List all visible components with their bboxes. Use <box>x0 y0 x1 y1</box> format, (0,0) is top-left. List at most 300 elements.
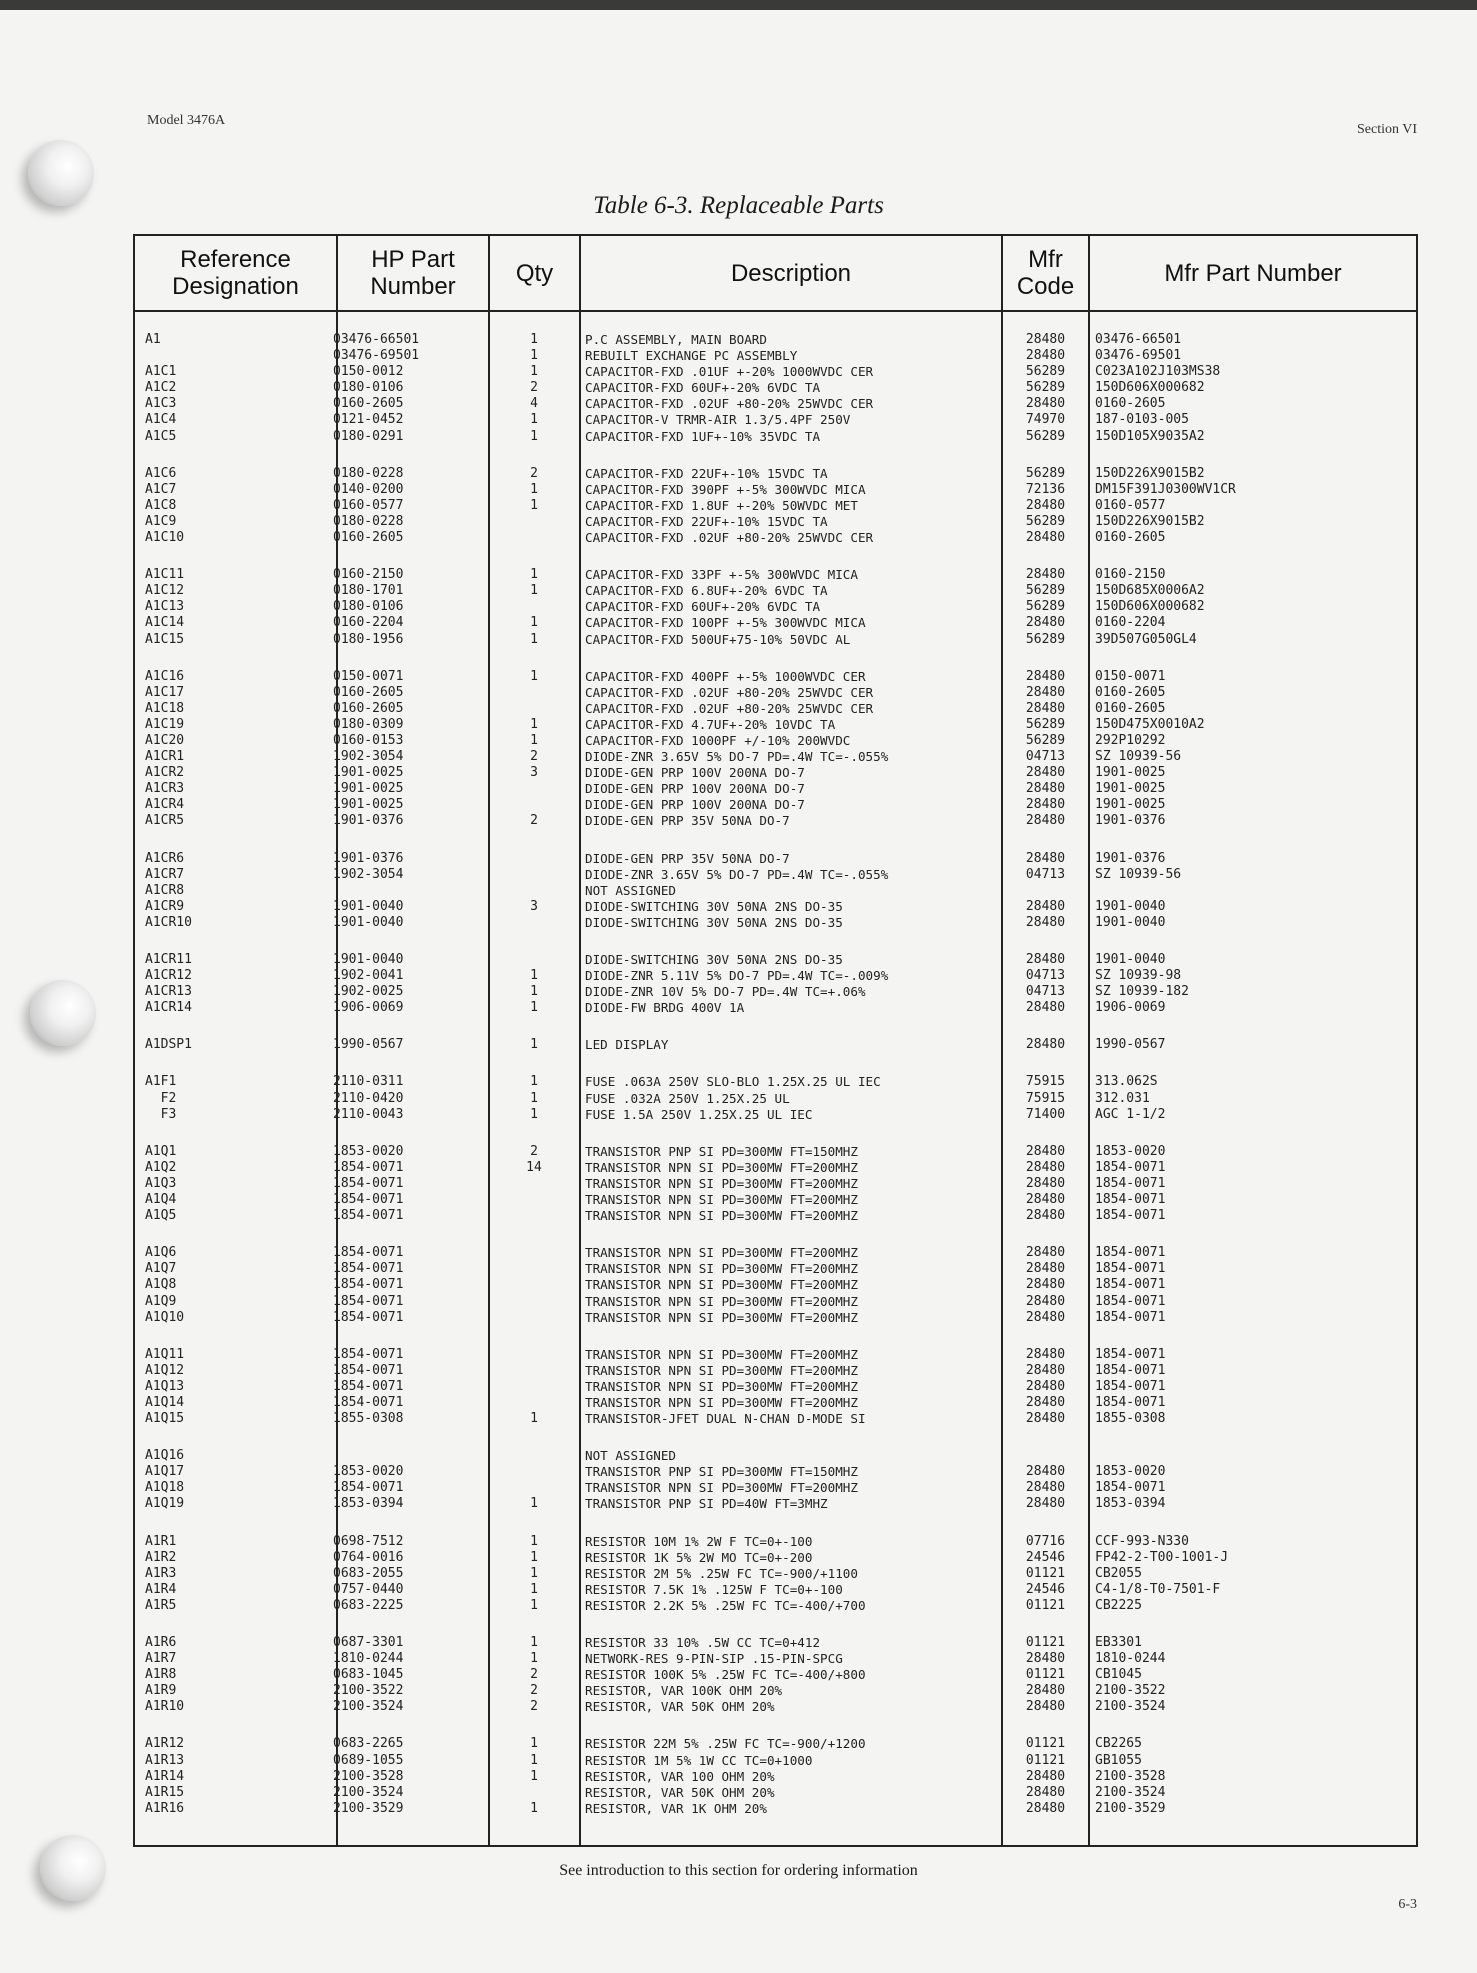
mfr-code: 56289 <box>1025 465 1066 481</box>
header-hp-part-number <box>338 236 488 310</box>
hp-part-number: 1901-0040 <box>333 914 404 930</box>
description: CAPACITOR-FXD 60UF+-20% 6VDC TA <box>585 599 821 615</box>
hp-part-number: 0180-0291 <box>333 428 404 444</box>
mfr-code: 28480 <box>1025 1496 1066 1512</box>
mfr-part-number: 1853-0020 <box>1095 1464 1166 1480</box>
table-row <box>135 498 1416 514</box>
reference-designation: A1Q15 <box>145 1411 185 1427</box>
reference-designation: F3 <box>145 1106 177 1122</box>
table-row <box>135 332 1416 348</box>
hp-part-number: 1902-0025 <box>333 984 404 1000</box>
description: DIODE-ZNR 3.65V 5% DO-7 PD=.4W TC=-.055% <box>585 749 889 765</box>
reference-designation: A1 <box>145 332 161 347</box>
description: RESISTOR 10M 1% 2W F TC=0+-100 <box>585 1533 813 1549</box>
mfr-code: 28480 <box>1025 497 1066 513</box>
table-row <box>135 1379 1416 1395</box>
hp-part-number: 0160-2605 <box>333 396 404 412</box>
hp-part-number: 0689-1055 <box>333 1752 404 1768</box>
description: DIODE-SWITCHING 30V 50NA 2NS DO-35 <box>585 898 843 914</box>
hp-part-number: 0180-0228 <box>333 513 404 529</box>
description: TRANSISTOR NPN SI PD=300MW FT=200MHZ <box>585 1293 858 1309</box>
mfr-part-number: 1901-0040 <box>1095 898 1166 914</box>
reference-designation: A1R7 <box>145 1651 177 1667</box>
table-row <box>135 899 1416 915</box>
quantity: 1 <box>530 1597 538 1613</box>
reference-designation: A1DSP1 <box>145 1037 192 1053</box>
hp-part-number: 0160-2204 <box>333 615 404 631</box>
description: TRANSISTOR NPN SI PD=300MW FT=200MHZ <box>585 1378 858 1394</box>
quantity: 1 <box>530 481 538 497</box>
mfr-part-number: 1901-0025 <box>1095 781 1166 797</box>
description: RESISTOR 2M 5% .25W FC TC=-900/+1100 <box>585 1565 858 1581</box>
hp-part-number: 2110-0420 <box>333 1090 404 1106</box>
hp-part-number: 0160-2605 <box>333 530 404 546</box>
mfr-code: 56289 <box>1025 364 1066 380</box>
description: FUSE 1.5A 250V 1.25X.25 UL IEC <box>585 1106 813 1122</box>
description: CAPACITOR-FXD 60UF+-20% 6VDC TA <box>585 380 821 396</box>
mfr-part-number: 39D507G050GL4 <box>1095 631 1197 647</box>
hp-part-number: 1854-0071 <box>333 1245 404 1261</box>
reference-designation: A1C9 <box>145 513 177 529</box>
mfr-part-number: CB1045 <box>1095 1667 1142 1683</box>
mfr-code: 04713 <box>1025 866 1066 882</box>
hp-part-number: 1853-0020 <box>333 1143 404 1159</box>
mfr-code: 71400 <box>1025 1106 1066 1122</box>
row-group <box>135 952 1416 1016</box>
header-reference-designation <box>135 236 336 310</box>
hp-part-number: 1901-0040 <box>333 952 404 967</box>
mfr-code: 28480 <box>1025 797 1066 813</box>
description: RESISTOR 100K 5% .25W FC TC=-400/+800 <box>585 1667 866 1683</box>
reference-designation: A1Q13 <box>145 1378 185 1394</box>
mfr-code: 28480 <box>1025 615 1066 631</box>
description: TRANSISTOR NPN SI PD=300MW FT=200MHZ <box>585 1261 858 1277</box>
mfr-code: 28480 <box>1025 1464 1066 1480</box>
reference-designation: A1Q19 <box>145 1496 185 1512</box>
mfr-code: 56289 <box>1025 513 1066 529</box>
mfr-code: 28480 <box>1025 530 1066 546</box>
scan-top-edge <box>0 0 1477 10</box>
table-row <box>135 1566 1416 1582</box>
header-divider <box>135 310 1416 312</box>
description: CAPACITOR-FXD 500UF+75-10% 50VDC AL <box>585 631 851 647</box>
mfr-code: 56289 <box>1025 599 1066 615</box>
mfr-code: 28480 <box>1025 332 1066 347</box>
mfr-part-number: EB3301 <box>1095 1635 1142 1650</box>
reference-designation: A1C11 <box>145 567 185 583</box>
mfr-part-number: 1853-0394 <box>1095 1496 1166 1512</box>
mfr-part-number: FP42-2-T00-1001-J <box>1095 1549 1229 1565</box>
hp-part-number: 1854-0071 <box>333 1346 404 1362</box>
hp-part-number: 1854-0071 <box>333 1261 404 1277</box>
reference-designation: A1C16 <box>145 668 185 684</box>
mfr-code: 28480 <box>1025 1683 1066 1699</box>
reference-designation: A1CR14 <box>145 1000 192 1016</box>
hp-part-number: 0160-0577 <box>333 497 404 513</box>
mfr-part-number: CB2225 <box>1095 1597 1142 1613</box>
table-row <box>135 530 1416 546</box>
quantity: 1 <box>530 428 538 444</box>
table-body <box>135 332 1416 1838</box>
description: DIODE-FW BRDG 400V 1A <box>585 1000 745 1016</box>
mfr-part-number: 1854-0071 <box>1095 1261 1166 1277</box>
mfr-part-number: 150D226X9015B2 <box>1095 513 1205 529</box>
hp-part-number: 0180-0228 <box>333 465 404 481</box>
reference-designation: A1CR5 <box>145 813 185 829</box>
hp-part-number: 2100-3528 <box>333 1768 404 1784</box>
mfr-part-number: 1901-0040 <box>1095 914 1166 930</box>
hp-part-number: 0160-0153 <box>333 732 404 748</box>
description: CAPACITOR-FXD 22UF+-10% 15VDC TA <box>585 465 828 481</box>
description: CAPACITOR-FXD 6.8UF+-20% 6VDC TA <box>585 583 828 599</box>
mfr-part-number: 0160-2204 <box>1095 615 1166 631</box>
hp-part-number: 0150-0012 <box>333 364 404 380</box>
description: NOT ASSIGNED <box>585 882 676 898</box>
hp-part-number: 03476-69501 <box>333 348 420 364</box>
table-row <box>135 1160 1416 1176</box>
page-number: 6-3 <box>1398 1897 1417 1912</box>
table-row <box>135 412 1416 428</box>
table-row <box>135 1000 1416 1016</box>
description: CAPACITOR-FXD 1000PF +/-10% 200WVDC <box>585 732 851 748</box>
mfr-part-number: 1901-0040 <box>1095 952 1166 967</box>
hp-part-number: 1902-3054 <box>333 866 404 882</box>
mfr-part-number: 0150-0071 <box>1095 668 1166 684</box>
description: TRANSISTOR PNP SI PD=300MW FT=150MHZ <box>585 1464 858 1480</box>
quantity: 1 <box>530 968 538 984</box>
mfr-part-number: 1854-0071 <box>1095 1245 1166 1261</box>
mfr-code: 28480 <box>1025 348 1066 364</box>
hp-part-number: 0757-0440 <box>333 1581 404 1597</box>
reference-designation: A1Q4 <box>145 1192 177 1208</box>
mfr-part-number: 1901-0025 <box>1095 797 1166 813</box>
mfr-code: 56289 <box>1025 631 1066 647</box>
table-row <box>135 615 1416 631</box>
hp-part-number: 2100-3524 <box>333 1699 404 1715</box>
table-row <box>135 482 1416 498</box>
table-row <box>135 851 1416 867</box>
mfr-code: 56289 <box>1025 380 1066 396</box>
reference-designation: A1C14 <box>145 615 185 631</box>
description: DIODE-GEN PRP 35V 50NA DO-7 <box>585 850 790 866</box>
mfr-code: 28480 <box>1025 1378 1066 1394</box>
table-row <box>135 685 1416 701</box>
quantity: 2 <box>530 749 538 765</box>
table-row <box>135 669 1416 685</box>
mfr-part-number: 1854-0071 <box>1095 1208 1166 1224</box>
description: RESISTOR, VAR 100 OHM 20% <box>585 1768 775 1784</box>
table-row <box>135 1496 1416 1512</box>
table-row <box>135 1395 1416 1411</box>
mfr-part-number: 150D105X9035A2 <box>1095 428 1205 444</box>
hp-part-number: 1901-0025 <box>333 765 404 781</box>
description: CAPACITOR-FXD .02UF +80-20% 25WVDC CER <box>585 530 874 546</box>
header-qty <box>490 236 579 310</box>
quantity: 1 <box>530 1496 538 1512</box>
reference-designation: A1Q17 <box>145 1464 185 1480</box>
hp-part-number: 0180-0309 <box>333 716 404 732</box>
hp-part-number: 1854-0071 <box>333 1208 404 1224</box>
mfr-code: 28480 <box>1025 1800 1066 1816</box>
reference-designation: A1R4 <box>145 1581 177 1597</box>
table-row <box>135 1347 1416 1363</box>
mfr-code: 28480 <box>1025 1143 1066 1159</box>
quantity: 1 <box>530 732 538 748</box>
table-row <box>135 583 1416 599</box>
row-group <box>135 332 1416 445</box>
description: DIODE-GEN PRP 35V 50NA DO-7 <box>585 813 790 829</box>
mfr-part-number: SZ 10939-56 <box>1095 866 1182 882</box>
reference-designation: A1C2 <box>145 380 177 396</box>
mfr-part-number: 1901-0376 <box>1095 813 1166 829</box>
mfr-code: 28480 <box>1025 1768 1066 1784</box>
description: DIODE-ZNR 10V 5% DO-7 PD=.4W TC=+.06% <box>585 984 866 1000</box>
table-row <box>135 813 1416 829</box>
description: DIODE-ZNR 5.11V 5% DO-7 PD=.4W TC=-.009% <box>585 968 889 984</box>
hp-part-number: 1854-0071 <box>333 1159 404 1175</box>
mfr-code: 28480 <box>1025 1309 1066 1325</box>
table-row <box>135 1667 1416 1683</box>
table-row <box>135 1277 1416 1293</box>
reference-designation: A1CR8 <box>145 882 185 898</box>
reference-designation: A1C17 <box>145 684 185 700</box>
row-group <box>135 1534 1416 1614</box>
mfr-part-number: 2100-3522 <box>1095 1683 1166 1699</box>
mfr-code: 75915 <box>1025 1074 1066 1090</box>
mfr-part-number: 313.062S <box>1095 1074 1158 1090</box>
hp-part-number: 2100-3529 <box>333 1800 404 1816</box>
table-row <box>135 765 1416 781</box>
mfr-code: 28480 <box>1025 1208 1066 1224</box>
reference-designation: A1C19 <box>145 716 185 732</box>
description: DIODE-GEN PRP 100V 200NA DO-7 <box>585 781 805 797</box>
quantity: 1 <box>530 1651 538 1667</box>
reference-designation: A1CR6 <box>145 850 185 866</box>
description: TRANSISTOR-JFET DUAL N-CHAN D-MODE SI <box>585 1411 866 1427</box>
mfr-part-number: 2100-3529 <box>1095 1800 1166 1816</box>
mfr-part-number: 1854-0071 <box>1095 1309 1166 1325</box>
quantity: 2 <box>530 1143 538 1159</box>
mfr-part-number: 0160-2605 <box>1095 396 1166 412</box>
header-text: Mfr Part Number <box>1164 259 1342 287</box>
reference-designation: A1R8 <box>145 1667 177 1683</box>
hp-part-number: 0160-2605 <box>333 684 404 700</box>
table-row <box>135 348 1416 364</box>
quantity: 1 <box>530 984 538 1000</box>
table-row <box>135 632 1416 648</box>
table-row <box>135 1294 1416 1310</box>
header-mfr-part-number <box>1090 236 1416 310</box>
mfr-code: 28480 <box>1025 1699 1066 1715</box>
mfr-code: 28480 <box>1025 1000 1066 1016</box>
table-row <box>135 1534 1416 1550</box>
hp-part-number: 0698-7512 <box>333 1533 404 1549</box>
mfr-code: 28480 <box>1025 952 1066 967</box>
mfr-part-number: CB2055 <box>1095 1565 1142 1581</box>
mfr-code: 04713 <box>1025 984 1066 1000</box>
description: RESISTOR 1K 5% 2W MO TC=0+-200 <box>585 1549 813 1565</box>
mfr-code: 56289 <box>1025 583 1066 599</box>
mfr-code: 24546 <box>1025 1549 1066 1565</box>
table-row <box>135 1411 1416 1427</box>
table-row <box>135 1651 1416 1667</box>
mfr-code: 28480 <box>1025 1784 1066 1800</box>
quantity: 1 <box>530 412 538 428</box>
description: DIODE-SWITCHING 30V 50NA 2NS DO-35 <box>585 914 843 930</box>
reference-designation: A1C3 <box>145 396 177 412</box>
mfr-part-number: GB1055 <box>1095 1752 1142 1768</box>
hp-part-number: 0687-3301 <box>333 1635 404 1650</box>
header-text: Number <box>370 273 456 300</box>
mfr-part-number: 150D475X0010A2 <box>1095 716 1205 732</box>
page-title: Table 6-3. Replaceable Parts <box>593 192 884 219</box>
hp-part-number: 0180-1956 <box>333 631 404 647</box>
mfr-part-number: 1854-0071 <box>1095 1346 1166 1362</box>
quantity: 1 <box>530 1074 538 1090</box>
description: REBUILT EXCHANGE PC ASSEMBLY <box>585 348 798 364</box>
description: RESISTOR 1M 5% 1W CC TC=0+1000 <box>585 1752 813 1768</box>
quantity: 1 <box>530 1411 538 1427</box>
hp-part-number: 0683-2225 <box>333 1597 404 1613</box>
description: TRANSISTOR NPN SI PD=300MW FT=200MHZ <box>585 1159 858 1175</box>
hp-part-number: 1906-0069 <box>333 1000 404 1016</box>
table-row <box>135 883 1416 899</box>
table-row <box>135 1208 1416 1224</box>
hp-part-number: 1901-0376 <box>333 850 404 866</box>
mfr-part-number: 150D606X000682 <box>1095 599 1205 615</box>
reference-designation: A1CR11 <box>145 952 192 967</box>
hp-part-number: 1854-0071 <box>333 1175 404 1191</box>
header-text: HP Part <box>371 246 455 273</box>
mfr-code: 04713 <box>1025 749 1066 765</box>
reference-designation: A1R1 <box>145 1533 177 1549</box>
mfr-part-number: 0160-2150 <box>1095 567 1166 583</box>
mfr-part-number: 2100-3524 <box>1095 1699 1166 1715</box>
mfr-code: 01121 <box>1025 1752 1066 1768</box>
hp-part-number: 2100-3524 <box>333 1784 404 1800</box>
table-row <box>135 514 1416 530</box>
mfr-code: 74970 <box>1025 412 1066 428</box>
reference-designation: A1R6 <box>145 1635 177 1650</box>
hp-part-number: 1902-3054 <box>333 749 404 765</box>
mfr-code: 28480 <box>1025 668 1066 684</box>
reference-designation: A1CR2 <box>145 765 185 781</box>
table-row <box>135 733 1416 749</box>
mfr-part-number: DM15F391J0300WV1CR <box>1095 481 1236 497</box>
row-group <box>135 1245 1416 1325</box>
mfr-code: 28480 <box>1025 1245 1066 1261</box>
reference-designation: A1C12 <box>145 583 185 599</box>
mfr-code: 28480 <box>1025 567 1066 583</box>
mfr-part-number: 312.031 <box>1095 1090 1150 1106</box>
reference-designation: A1CR3 <box>145 781 185 797</box>
description: CAPACITOR-FXD 33PF +-5% 300WVDC MICA <box>585 567 858 583</box>
mfr-part-number: 0160-0577 <box>1095 497 1166 513</box>
table-row <box>135 1683 1416 1699</box>
reference-designation: A1R10 <box>145 1699 185 1715</box>
reference-designation: A1CR10 <box>145 914 192 930</box>
hp-part-number: 0140-0200 <box>333 481 404 497</box>
description: TRANSISTOR PNP SI PD=40W FT=3MHZ <box>585 1496 828 1512</box>
table-row <box>135 984 1416 1000</box>
hp-part-number: 0683-2055 <box>333 1565 404 1581</box>
header-text: Reference <box>180 246 291 273</box>
reference-designation: A1R5 <box>145 1597 177 1613</box>
reference-designation: A1Q11 <box>145 1346 185 1362</box>
quantity: 1 <box>530 668 538 684</box>
mfr-code: 28480 <box>1025 1261 1066 1277</box>
mfr-code: 28480 <box>1025 1346 1066 1362</box>
mfr-code: 04713 <box>1025 968 1066 984</box>
description: NOT ASSIGNED <box>585 1448 676 1464</box>
table-row <box>135 1261 1416 1277</box>
quantity: 1 <box>530 1533 538 1549</box>
description: RESISTOR, VAR 100K OHM 20% <box>585 1683 783 1699</box>
mfr-part-number: 1854-0071 <box>1095 1362 1166 1378</box>
hp-part-number: 0180-1701 <box>333 583 404 599</box>
description: TRANSISTOR NPN SI PD=300MW FT=200MHZ <box>585 1175 858 1191</box>
row-group <box>135 1635 1416 1715</box>
description: CAPACITOR-FXD 400PF +-5% 1000WVDC CER <box>585 668 866 684</box>
hp-part-number: 2110-0311 <box>333 1074 404 1090</box>
mfr-part-number: 292P10292 <box>1095 732 1166 748</box>
table-row <box>135 380 1416 396</box>
row-group <box>135 1736 1416 1816</box>
table-row <box>135 1598 1416 1614</box>
reference-designation: A1Q3 <box>145 1175 177 1191</box>
reference-designation: A1C7 <box>145 481 177 497</box>
mfr-part-number: 1854-0071 <box>1095 1480 1166 1496</box>
mfr-code: 28480 <box>1025 396 1066 412</box>
table-row <box>135 952 1416 968</box>
mfr-part-number: 187-0103-005 <box>1095 412 1189 428</box>
quantity: 1 <box>530 1752 538 1768</box>
hp-part-number: 0150-0071 <box>333 668 404 684</box>
reference-designation: A1CR1 <box>145 749 185 765</box>
table-row <box>135 701 1416 717</box>
row-group <box>135 567 1416 647</box>
quantity: 3 <box>530 898 538 914</box>
mfr-code: 28480 <box>1025 914 1066 930</box>
description: TRANSISTOR NPN SI PD=300MW FT=200MHZ <box>585 1480 858 1496</box>
mfr-part-number: C023A102J103MS38 <box>1095 364 1221 380</box>
hp-part-number: 0764-0016 <box>333 1549 404 1565</box>
hp-part-number: 0180-0106 <box>333 599 404 615</box>
hp-part-number: 2100-3522 <box>333 1683 404 1699</box>
table-row <box>135 1091 1416 1107</box>
table-row <box>135 867 1416 883</box>
mfr-part-number: AGC 1-1/2 <box>1095 1106 1166 1122</box>
description: NETWORK-RES 9-PIN-SIP .15-PIN-SPCG <box>585 1651 843 1667</box>
reference-designation: A1R2 <box>145 1549 177 1565</box>
mfr-part-number: 0160-2605 <box>1095 684 1166 700</box>
header-mfr-code <box>1003 236 1088 310</box>
table-row <box>135 1635 1416 1651</box>
table-row <box>135 1144 1416 1160</box>
description: FUSE .032A 250V 1.25X.25 UL <box>585 1090 790 1106</box>
description: TRANSISTOR NPN SI PD=300MW FT=200MHZ <box>585 1245 858 1261</box>
table-row <box>135 749 1416 765</box>
hp-part-number: 1990-0567 <box>333 1037 404 1053</box>
description: DIODE-SWITCHING 30V 50NA 2NS DO-35 <box>585 952 843 967</box>
quantity: 2 <box>530 465 538 481</box>
reference-designation: A1C1 <box>145 364 177 380</box>
quantity: 1 <box>530 615 538 631</box>
hp-part-number: 1901-0025 <box>333 781 404 797</box>
header-description <box>581 236 1001 310</box>
mfr-part-number: 1855-0308 <box>1095 1411 1166 1427</box>
table-row <box>135 1176 1416 1192</box>
